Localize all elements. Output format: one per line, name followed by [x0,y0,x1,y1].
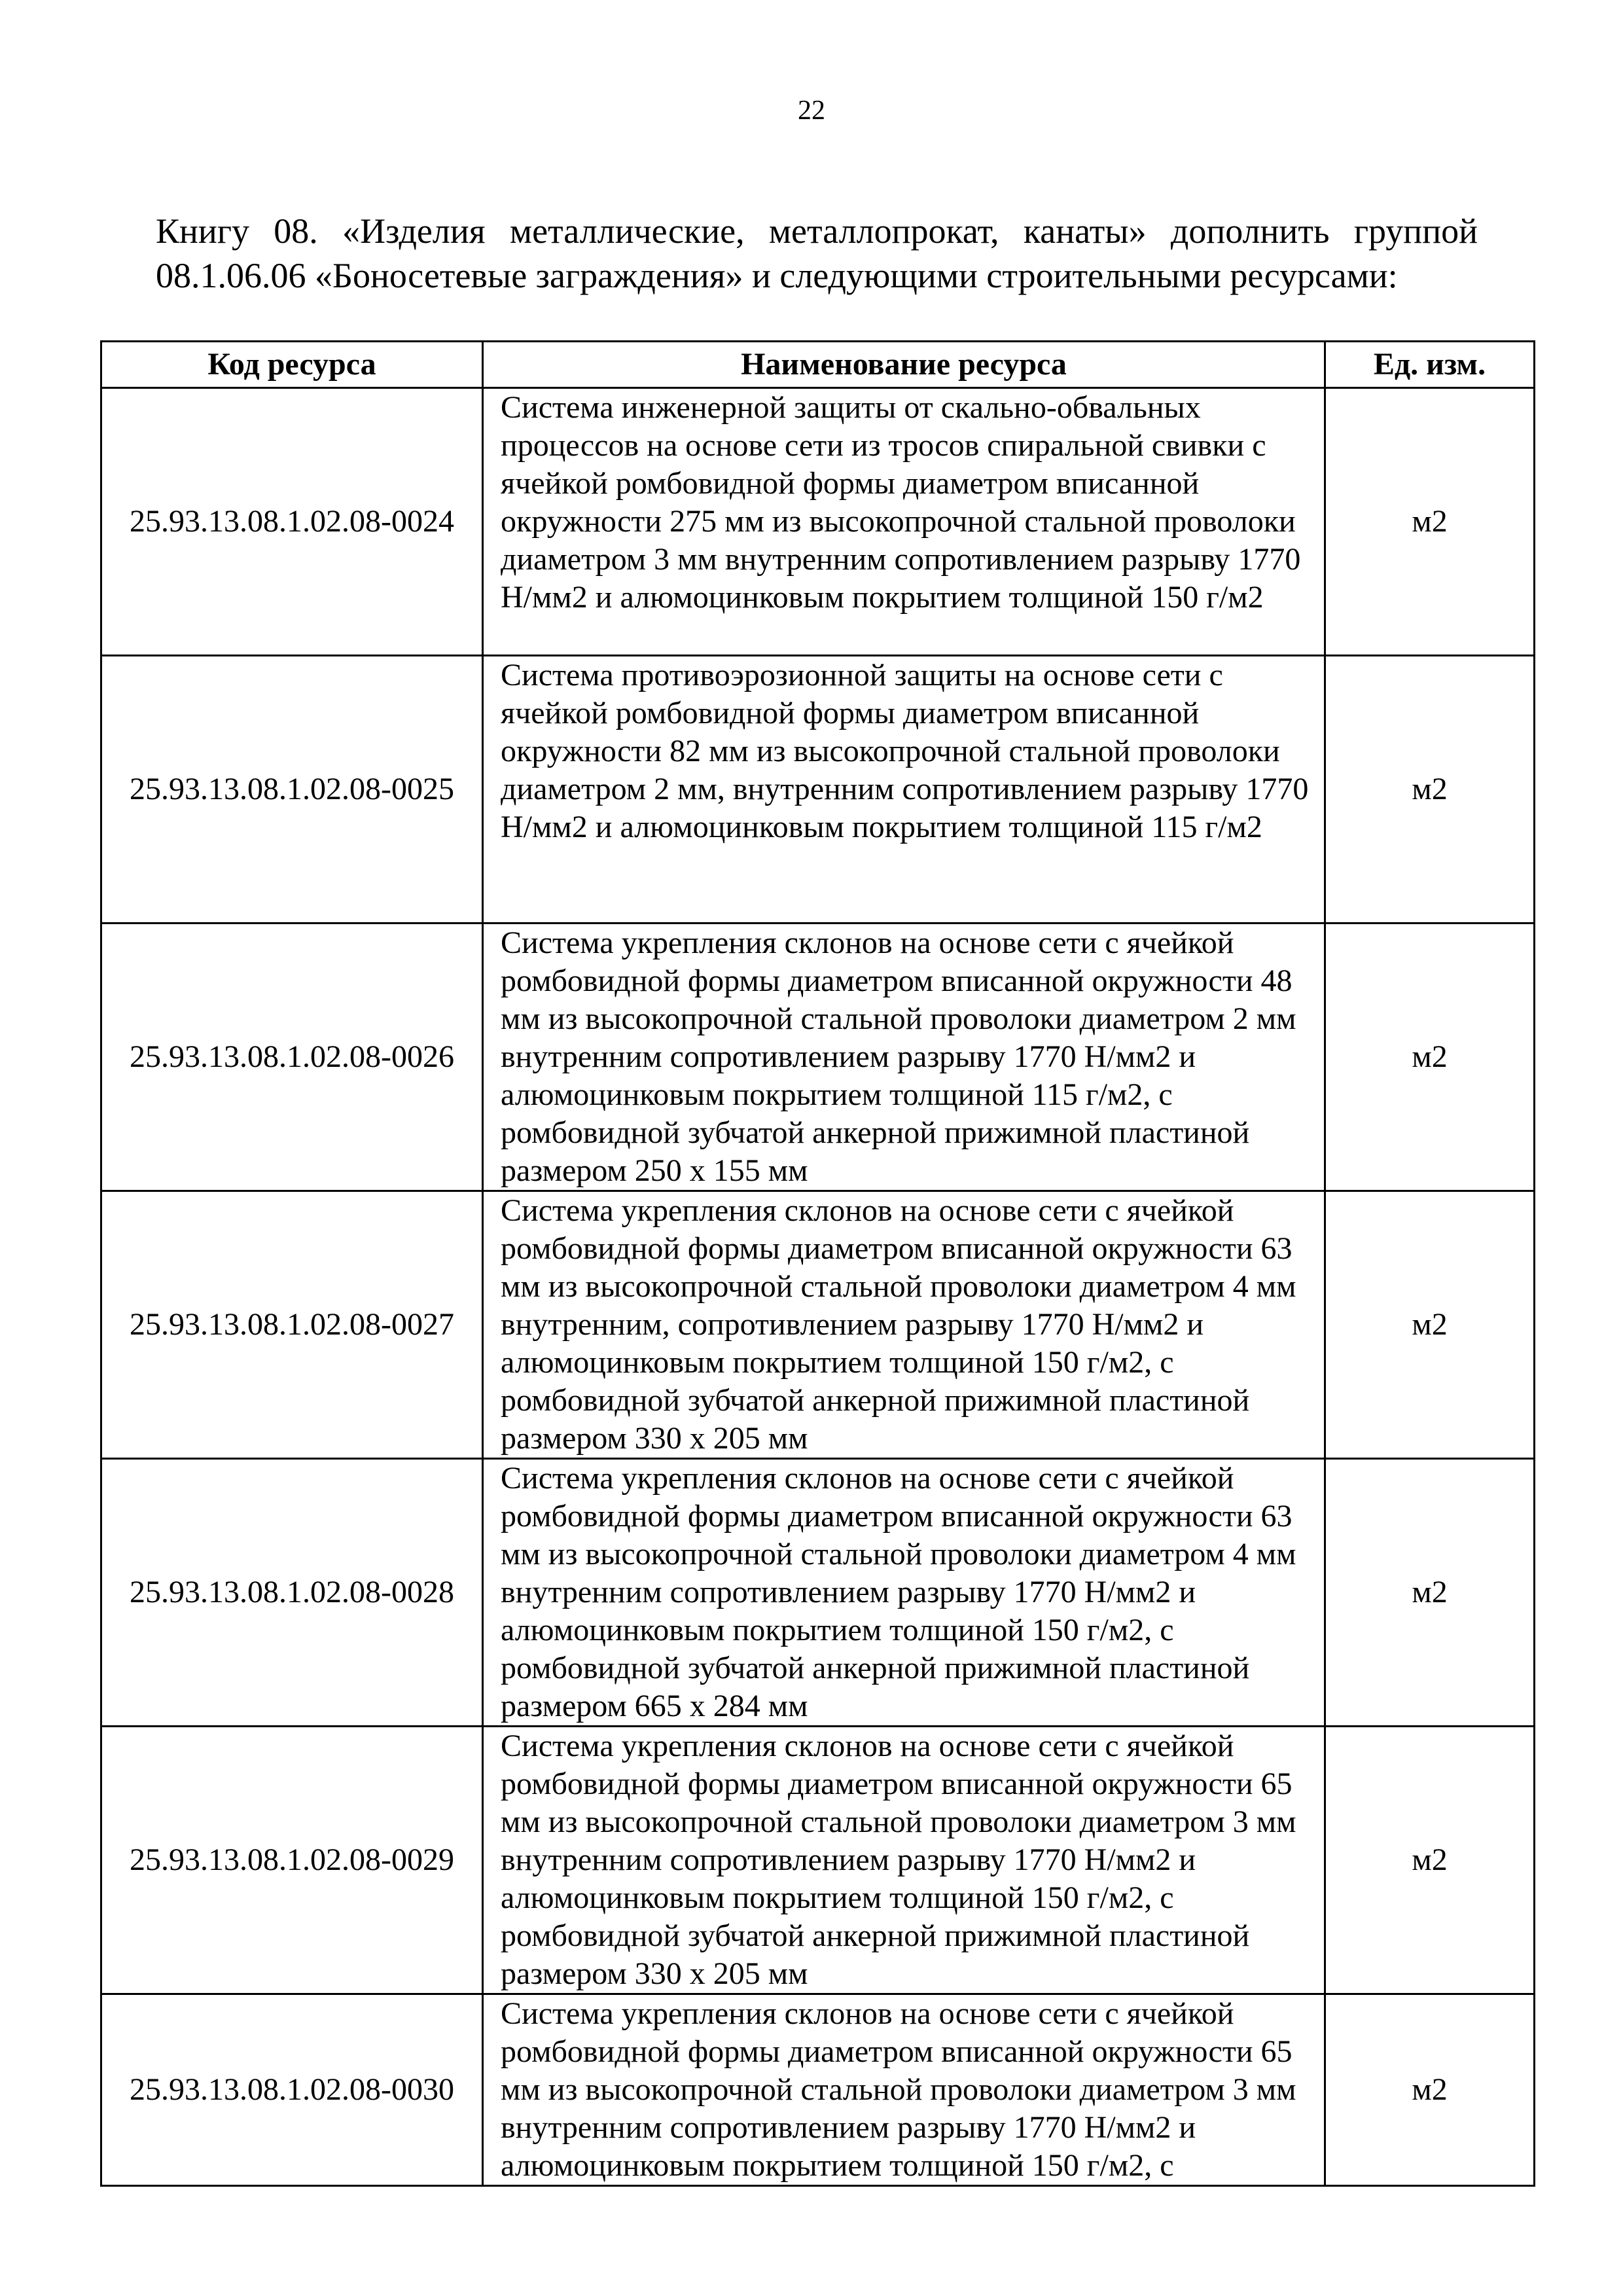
resource-unit: м2 [1325,1191,1535,1459]
resource-unit: м2 [1325,388,1535,656]
resource-code: 25.93.13.08.1.02.08-0028 [101,1459,483,1727]
resource-unit: м2 [1325,1727,1535,1994]
page-number: 22 [798,96,825,126]
resource-table [100,340,1535,2187]
resource-unit: м2 [1325,656,1535,924]
resource-name: Система инженерной защиты от скально-обвальных процессов на основе сети из тросов спиральной свивки с ячейкой ромбовидной формы диаметром вписанной окружности 275 мм из высокопрочной стальной проволоки диаметром 3 мм внутренним сопротивлением разрыву 1770 Н/мм2 и алюмоцинковым покрытием толщиной 150 г/м2 [483,388,1325,656]
table-row [101,1459,1535,1727]
table-row [101,1994,1535,2186]
header-unit: Ед. изм. [1325,342,1535,388]
intro-paragraph: Книгу 08. «Изделия металлические, металлопрокат, канаты» дополнить группой 08.1.06.06 «Боносетевые заграждения» и следующими строительными ресурсами: [156,211,1478,295]
resource-name: Система укрепления склонов на основе сети с ячейкой ромбовидной формы диаметром вписанной окружности 63 мм из высокопрочной стальной проволоки диаметром 4 мм внутренним, сопротивлением разрыву 1770 Н/мм2 и алюмоцинковым покрытием толщиной 150 г/м2, с ромбовидной зубчатой анкерной прижимной пластиной размером 330 х 205 мм [483,1191,1325,1459]
resource-code: 25.93.13.08.1.02.08-0024 [101,388,483,656]
resource-code: 25.93.13.08.1.02.08-0030 [101,1994,483,2186]
resource-code: 25.93.13.08.1.02.08-0026 [101,924,483,1191]
resource-name: Система противоэрозионной защиты на основе сети с ячейкой ромбовидной формы диаметром вписанной окружности 82 мм из высокопрочной стальной проволоки диаметром 2 мм, внутренним сопротивлением разрыву 1770 Н/мм2 и алюмоцинковым покрытием толщиной 115 г/м2 [483,656,1325,924]
table-row [101,388,1535,656]
resource-name: Система укрепления склонов на основе сети с ячейкой ромбовидной формы диаметром вписанной окружности 48 мм из высокопрочной стальной проволоки диаметром 2 мм внутренним сопротивлением разрыву 1770 Н/мм2 и алюмоцинковым покрытием толщиной 115 г/м2, с ромбовидной зубчатой анкерной прижимной пластиной размером 250 х 155 мм [483,924,1325,1191]
resource-code: 25.93.13.08.1.02.08-0029 [101,1727,483,1994]
resource-unit: м2 [1325,1994,1535,2186]
header-name: Наименование ресурса [483,342,1325,388]
resource-name: Система укрепления склонов на основе сети с ячейкой ромбовидной формы диаметром вписанной окружности 63 мм из высокопрочной стальной проволоки диаметром 4 мм внутренним сопротивлением разрыву 1770 Н/мм2 и алюмоцинковым покрытием толщиной 150 г/м2, с ромбовидной зубчатой анкерной прижимной пластиной размером 665 х 284 мм [483,1459,1325,1727]
resource-code: 25.93.13.08.1.02.08-0025 [101,656,483,924]
resource-unit: м2 [1325,1459,1535,1727]
header-code: Код ресурса [101,342,483,388]
table-row [101,1727,1535,1994]
resource-name: Система укрепления склонов на основе сети с ячейкой ромбовидной формы диаметром вписанной окружности 65 мм из высокопрочной стальной проволоки диаметром 3 мм внутренним сопротивлением разрыву 1770 Н/мм2 и алюмоцинковым покрытием толщиной 150 г/м2, с ромбовидной зубчатой анкерной прижимной пластиной размером 330 х 205 мм [483,1727,1325,1994]
table-row [101,1191,1535,1459]
table-row [101,656,1535,924]
resource-code: 25.93.13.08.1.02.08-0027 [101,1191,483,1459]
table-row [101,924,1535,1191]
resource-unit: м2 [1325,924,1535,1191]
table-header-row [101,342,1535,388]
resource-name: Система укрепления склонов на основе сети с ячейкой ромбовидной формы диаметром вписанной окружности 65 мм из высокопрочной стальной проволоки диаметром 3 мм внутренним сопротивлением разрыву 1770 Н/мм2 и алюмоцинковым покрытием толщиной 150 г/м2, с [483,1994,1325,2186]
